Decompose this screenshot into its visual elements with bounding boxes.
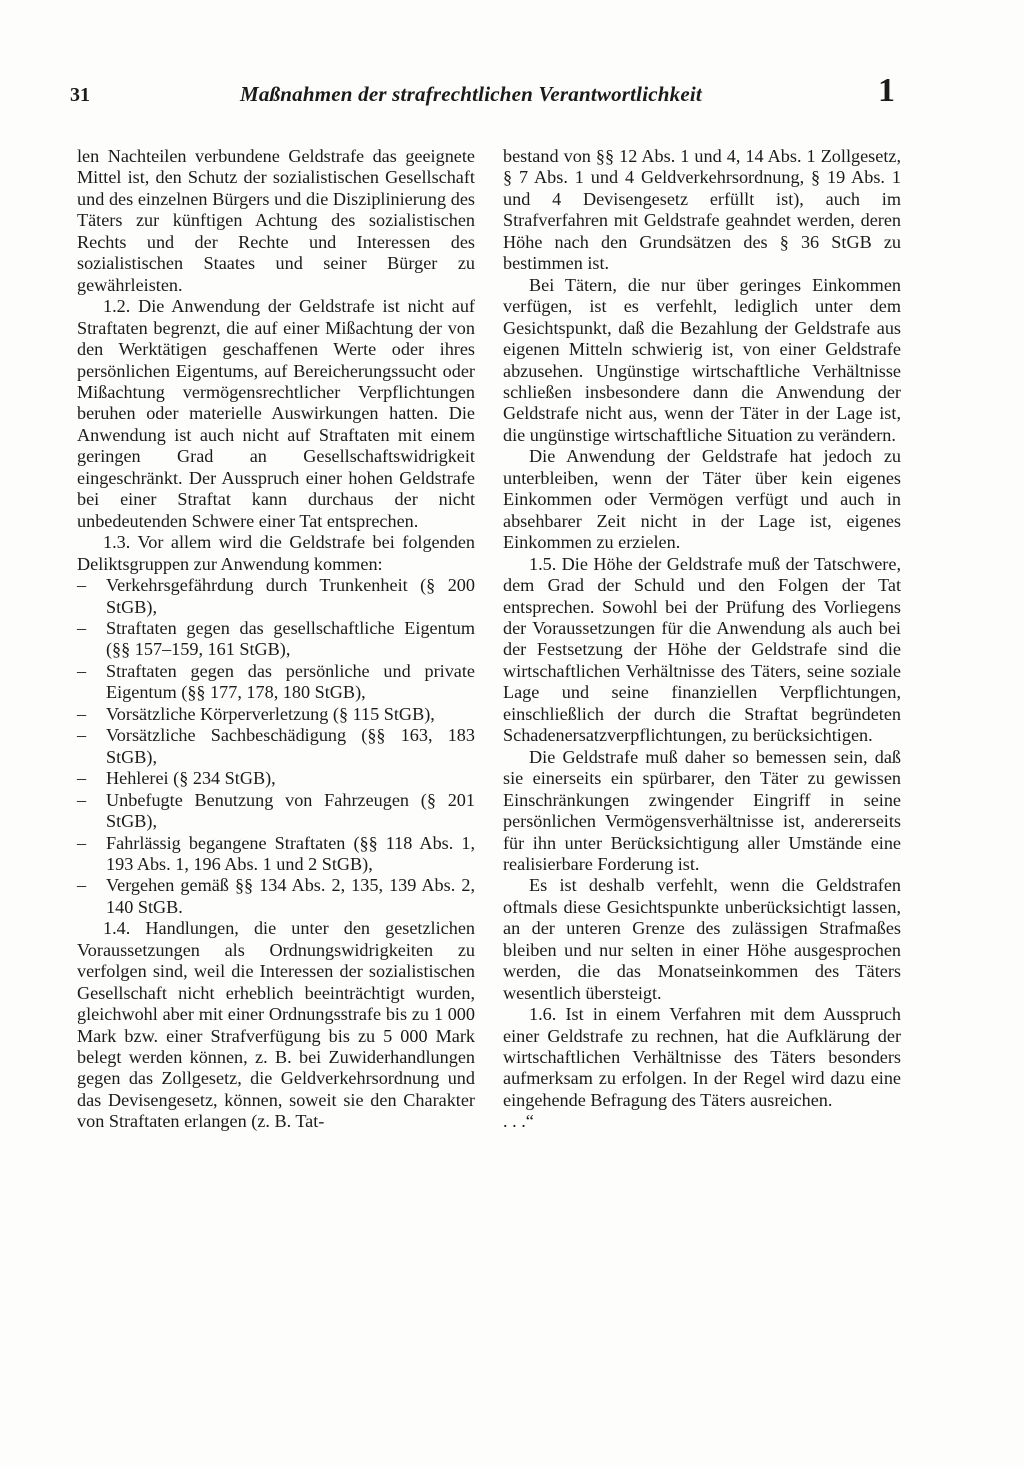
paragraph: bestand von §§ 12 Abs. 1 und 4, 14 Abs. 1 Zollgesetz, § 7 Abs. 1 und 4 Geldverkehrsordnung, § 19 Abs. 1 und 4 Devisengesetz erfüllt ist), auch im Strafverfahren mit Geldstrafe geahndet werden, deren Höhe nach den Grundsätzen des § 36 StGB zu bestimmen ist. [503,146,901,274]
list-bullet: – [77,703,87,724]
list-item [77,833,475,876]
list-item-text: Straftaten gegen das gesellschaftliche Eigentum (§§ 157–159, 161 StGB), [106,617,475,660]
list-item-text: Vorsätzliche Sachbeschädigung (§§ 163, 183 StGB), [106,725,475,767]
list-bullet: – [77,725,87,746]
right-column [503,146,901,1133]
list-item [77,618,475,661]
paragraph: len Nachteilen verbundene Geldstrafe das geeignete Mittel ist, den Schutz der sozialistischen Gesellschaft und des einzelnen Bürgers und die Disziplinierung des Täters zur künftigen Achtung des sozialistischen Rechts und der Rechte und Interessen des sozialistischen Staates und seiner Bürger zu gewährleisten. [77,146,475,295]
list-item-text: Unbefugte Benutzung von Fahrzeugen (§ 201 StGB), [106,789,475,832]
paragraph: 1.3. Vor allem wird die Geldstrafe bei folgenden Deliktsgruppen zur Anwendung kommen: [77,532,475,574]
list-bullet: – [77,617,87,638]
list-item [77,768,475,789]
left-column [77,146,475,1133]
list-item-text: Fahrlässig begangene Straftaten (§§ 118 Abs. 1, 193 Abs. 1, 196 Abs. 1 und 2 StGB), [106,832,475,874]
list-bullet: – [77,575,87,596]
list-item-text: Vorsätzliche Körperverletzung (§ 115 StGB), [106,703,435,724]
page-number: 31 [70,84,90,106]
list-item-text: Straftaten gegen das persönliche und private Eigentum (§§ 177, 178, 180 StGB), [106,660,475,703]
list-item-text: Hehlerei (§ 234 StGB), [106,768,276,789]
list-bullet: – [77,789,87,810]
list-bullet: – [77,660,87,681]
chapter-number: 1 [878,72,895,109]
offense-list [77,575,475,918]
list-item-text: Vergehen gemäß §§ 134 Abs. 2, 135, 139 Abs. 2, 140 StGB. [106,875,475,917]
list-item [77,790,475,833]
list-item [77,725,475,768]
list-item-text: Verkehrsgefährdung durch Trunkenheit (§ 200 StGB), [106,575,475,617]
list-bullet: – [77,768,87,789]
paragraph: 1.2. Die Anwendung der Geldstrafe ist nicht auf Straftaten begrenzt, die auf einer Mißachtung der von den Werktätigen geschaffenen Werte oder ihres persönlichen Eigentums, auf Bereicherungssucht oder Mißachtung vermögensrechtlicher Verpflichtungen beruhen oder materielle Auswirkungen hatten. Die Anwendung ist auch nicht auf Straftaten mit einem geringen Grad an Gesellschaftswidrigkeit eingeschränkt. Der Ausspruch einer hohen Geldstrafe bei einer Straftat kann durchaus der nicht unbedeutenden Schwere einer Tat entsprechen. [77,296,475,531]
list-bullet: – [77,832,87,853]
paragraph: Bei Tätern, die nur über geringes Einkommen verfügen, ist es verfehlt, lediglich unter dem Gesichtspunkt, daß die Bezahlung der Geldstrafe aus eigenen Mitteln schwierig ist, von einer Geldstrafe abzusehen. Ungünstige wirtschaftliche Verhältnisse schließen insbesondere dann die Anwendung der Geldstrafe nicht aus, wenn der Täter in der Lage ist, die ungünstige wirtschaftliche Situation zu verändern. [503,274,901,445]
closing-ellipsis: . . .“ [503,1111,534,1132]
list-bullet: – [77,875,87,896]
paragraph: Die Geldstrafe muß daher so bemessen sein, daß sie einerseits ein spürbarer, den Täter zu gewissen Einschränkungen zwingender Eingriff in seine persönlichen Vermögensverhältnisse ist, andererseits für ihn unter Berücksichtigung aller Umstände eine realisierbare Forderung ist. [503,746,901,874]
paragraph: 1.4. Handlungen, die unter den gesetzlichen Voraussetzungen als Ordnungswidrigkeiten zu verfolgen sind, weil die Interessen der sozialistischen Gesellschaft nicht erheblich beeinträchtigt wurden, gleichwohl aber mit einer Ordnungsstrafe bis zu 1 000 Mark bzw. einer Strafverfügung bis zu 5 000 Mark belegt werden können, z. B. bei Zuwiderhandlungen gegen das Zollgesetz, die Geldverkehrsordnung und das Devisengesetz, können, soweit sie den Charakter von Straftaten erlangen (z. B. Tat- [77,918,475,1132]
paragraph: Es ist deshalb verfehlt, wenn die Geldstrafen oftmals diese Gesichtspunkte unberücksichtigt lassen, an der unteren Grenze des zulässigen Strafmaßes bleiben und nur selten in einer Höhe ausgesprochen werden, die das Monatseinkommen des Täters wesentlich übersteigt. [503,875,901,1003]
list-item [77,875,475,918]
list-item [77,575,475,618]
running-header-title: Maßnahmen der strafrechtlichen Verantwortlichkeit [240,82,702,106]
paragraph: Die Anwendung der Geldstrafe hat jedoch zu unterbleiben, wenn der Täter über kein eigenes Einkommen oder Vermögen verfügt und auch in absehbarer Zeit nicht in der Lage ist, eigenes Einkommen zu erzielen. [503,446,901,553]
list-item [77,661,475,704]
paragraph: 1.5. Die Höhe der Geldstrafe muß der Tatschwere, dem Grad der Schuld und den Folgen der Tat entsprechen. Sowohl bei der Prüfung des Vorliegens der Voraussetzungen für die Anwendung als auch bei der Festsetzung der Höhe der Geldstrafe sind die wirtschaftlichen Verhältnisse des Täters, seine soziale Lage und seine finanziellen Verpflichtungen, einschließlich der durch die Straftat begründeten Schadenersatzverpflichtungen, zu berücksichtigen. [503,553,901,746]
paragraph: 1.6. Ist in einem Verfahren mit dem Ausspruch einer Geldstrafe zu rechnen, hat die Aufklärung der wirtschaftlichen Verhältnisse des Täters besonders aufmerksam zu erfolgen. In der Regel wird dazu eine eingehende Befragung des Täters ausreichen. [503,1004,901,1110]
list-item [77,704,475,725]
